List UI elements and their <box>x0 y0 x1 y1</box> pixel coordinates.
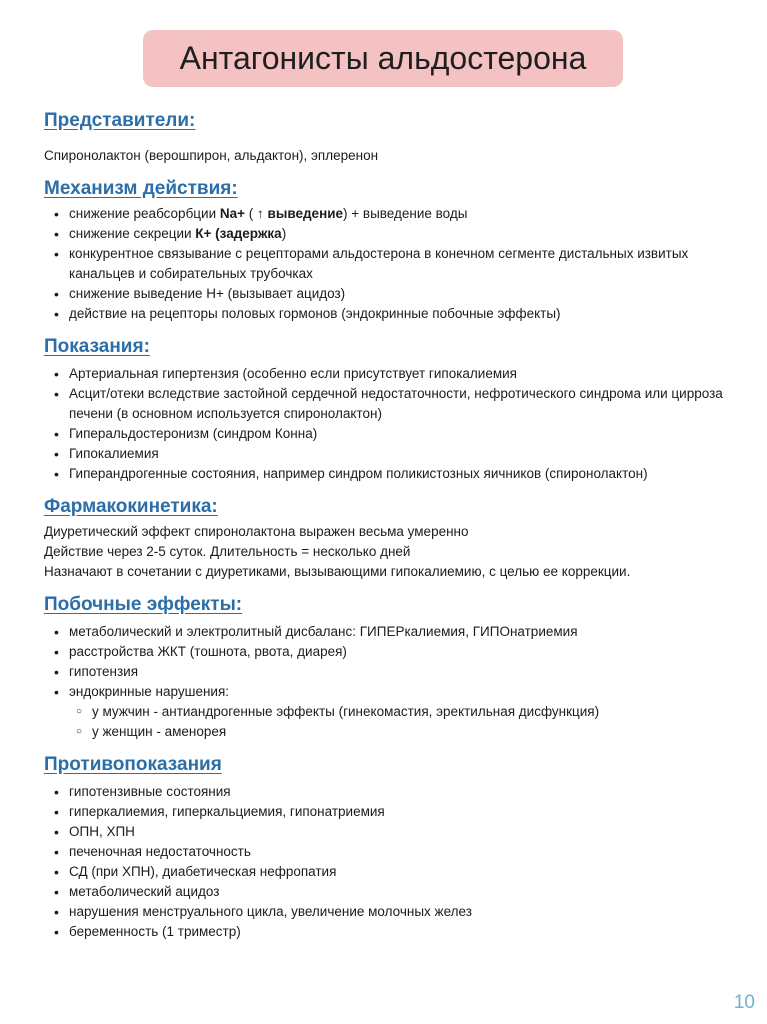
pharmacokinetics-line: Диуретический эффект спиронолактона выражен весьма умеренно <box>44 524 469 539</box>
contraindications-heading: Противопоказания <box>44 754 222 775</box>
mechanism-item: • снижение секреции К+ (задержка) <box>44 224 744 244</box>
contraindication-item: • гиперкалиемия, гиперкальциемия, гипонатриемия <box>44 802 744 822</box>
pharmacokinetics-block <box>44 522 744 582</box>
side-effect-subitem: ○ у женщин - аменорея <box>44 722 744 742</box>
pharmacokinetics-line: Назначают в сочетании с диуретиками, вызывающими гипокалиемию, с целью ее коррекции. <box>44 564 631 579</box>
mechanism-item: • снижение реабсорбции Na+ ( ↑ выведение) + выведение воды <box>44 204 744 224</box>
arrow-up-icon: ↑ <box>257 206 264 221</box>
mechanism-item: • снижение выведение Н+ (вызывает ацидоз) <box>44 284 744 304</box>
representatives-heading: Представители: <box>44 110 196 131</box>
mechanism-heading: Механизм действия: <box>44 178 238 199</box>
side-effect-item: • расстройства ЖКТ (тошнота, рвота, диарея) <box>44 642 744 662</box>
contraindication-item: • печеночная недостаточность <box>44 842 744 862</box>
side-effect-item: • метаболический и электролитный дисбаланс: ГИПЕРкалиемия, ГИПОнатриемия <box>44 622 744 642</box>
side-effects-list <box>44 622 744 702</box>
contraindication-item: • ОПН, ХПН <box>44 822 744 842</box>
slide-content <box>44 110 744 942</box>
contraindication-item: • нарушения менструального цикла, увеличение молочных желез <box>44 902 744 922</box>
indication-item: • Артериальная гипертензия (особенно если присутствует гипокалиемия <box>44 364 744 384</box>
contraindication-item: • гипотензивные состояния <box>44 782 744 802</box>
contraindication-item: • СД (при ХПН), диабетическая нефропатия <box>44 862 744 882</box>
side-effects-heading: Побочные эффекты: <box>44 594 243 615</box>
indication-item: • Гиперальдостеронизм (синдром Конна) <box>44 424 744 444</box>
contraindication-item: • метаболический ацидоз <box>44 882 744 902</box>
side-effects-sublist <box>44 702 744 742</box>
side-effect-item: • гипотензия <box>44 662 744 682</box>
contraindication-item: • беременность (1 триместр) <box>44 922 744 942</box>
indications-heading: Показания: <box>44 336 150 357</box>
mechanism-item: • действие на рецепторы половых гормонов (эндокринные побочные эффекты) <box>44 304 744 324</box>
pharmacokinetics-line: Действие через 2-5 суток. Длительность = несколько дней <box>44 544 411 559</box>
page-title: Антагонисты альдостерона <box>179 40 587 76</box>
indication-item: • Асцит/отеки вследствие застойной сердечной недостаточности, нефротического синдрома или цирроза печени (в основном используется спиронолактон) <box>44 384 744 424</box>
indications-list <box>44 364 744 484</box>
contraindications-list <box>44 782 744 942</box>
side-effect-subitem: ○ у мужчин - антиандрогенные эффекты (гинекомастия, эректильная дисфункция) <box>44 702 744 722</box>
indication-item: • Гипокалиемия <box>44 444 744 464</box>
title-banner <box>143 30 623 87</box>
mechanism-list <box>44 204 744 324</box>
mechanism-item: • конкурентное связывание с рецепторами альдостерона в конечном сегменте дистальных извитых канальцев и собирательных трубочках <box>44 244 744 284</box>
representatives-text: Спиронолактон (верошпирон, альдактон), эплеренон <box>44 148 379 163</box>
side-effect-item: • эндокринные нарушения: <box>44 682 744 702</box>
indication-item: • Гиперандрогенные состояния, например синдром поликистозных яичников (спиронолактон) <box>44 464 744 484</box>
page-number: 10 <box>733 992 755 1013</box>
pharmacokinetics-heading: Фармакокинетика: <box>44 496 218 517</box>
